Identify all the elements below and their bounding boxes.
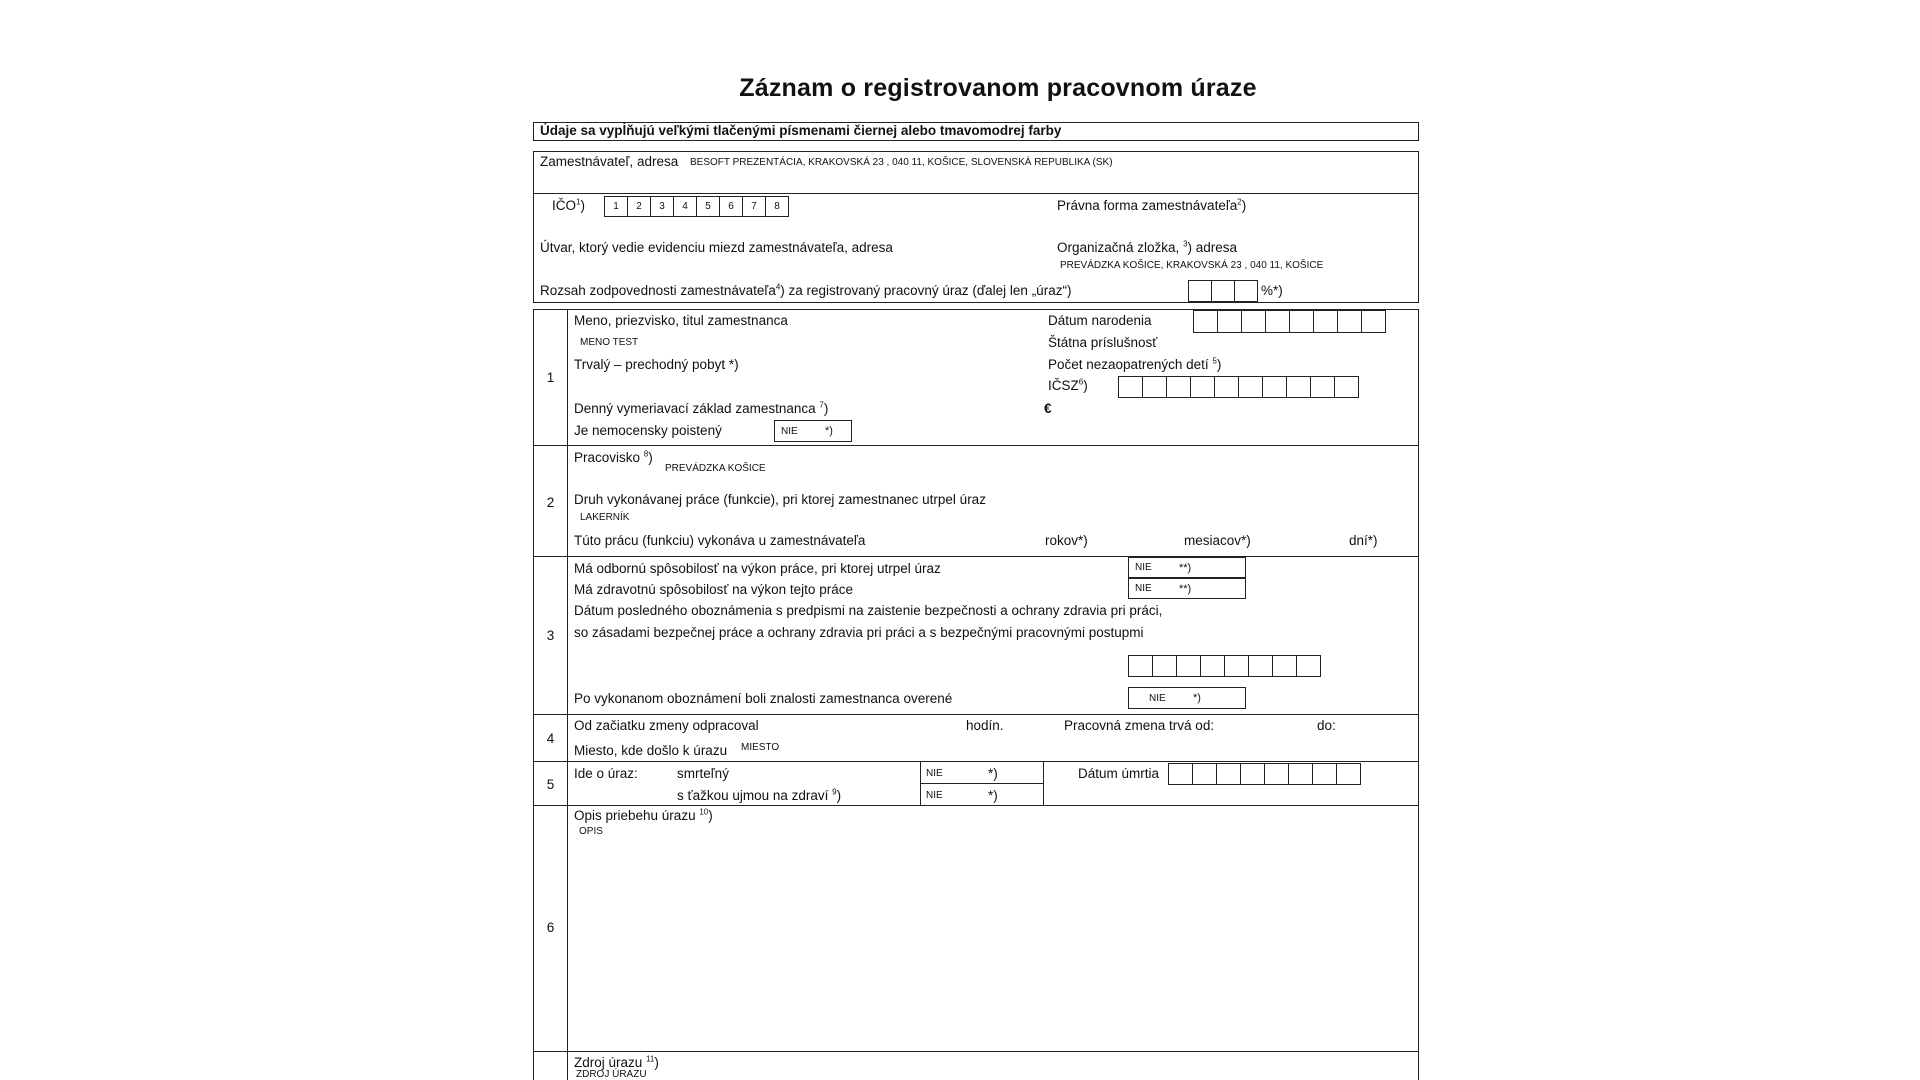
accident-description-label: Opis priebehu úrazu xyxy=(574,808,696,823)
section-number: 1 xyxy=(546,370,555,385)
date-digit-box xyxy=(1168,763,1193,785)
footnote-ref: 5 xyxy=(1212,356,1217,366)
icsz-digit-box xyxy=(1286,376,1311,398)
workplace-value[interactable]: PREVÁDZKA KOŠICE xyxy=(665,463,766,474)
verified-label: Po vykonanom oboznámení boli znalosti zamestnanca overené xyxy=(574,691,953,706)
icsz-digit-box xyxy=(1142,376,1167,398)
workplace-label-wrap: Pracovisko $^8$) xyxy=(574,449,653,465)
qualification-value: NIE xyxy=(1135,562,1152,573)
health-label: Má zdravotnú spôsobilosť na výkon tejto práce xyxy=(574,582,853,597)
accident-description-label-wrap: Opis priebehu úrazu $^{10}$) xyxy=(574,807,713,823)
icsz-digit-box xyxy=(1190,376,1215,398)
severe-injury-value[interactable]: NIE xyxy=(926,790,943,801)
date-digit-box xyxy=(1288,763,1313,785)
children-label-wrap: Počet nezaopatrených detí $^5$) xyxy=(1048,356,1222,372)
insured-field[interactable] xyxy=(774,420,852,442)
currency-symbol: € xyxy=(1044,401,1052,416)
org-label: Organizačná zložka, xyxy=(1057,240,1180,255)
footnote-ref: 6 xyxy=(1078,377,1084,387)
accident-place-value[interactable]: MIESTO xyxy=(741,742,780,753)
icsz-label: IČSZ xyxy=(1048,378,1079,393)
section-divider xyxy=(533,714,1419,715)
accident-source-label: Zdroj úrazu xyxy=(574,1055,643,1070)
health-field[interactable] xyxy=(1128,578,1246,599)
footnote-ref: 10 xyxy=(699,807,709,817)
instruction-text: Údaje sa vypĺňujú veľkými tlačenými písmenami čiernej alebo tmavomodrej farby xyxy=(540,123,1062,138)
date-digit-box xyxy=(1240,763,1265,785)
icsz-digit-box xyxy=(1262,376,1287,398)
date-digit-box xyxy=(1312,763,1337,785)
percent-digit-box xyxy=(1211,280,1235,302)
years-label: rokov*) xyxy=(1045,533,1088,548)
footnote-ref: 4 xyxy=(775,282,781,292)
section-number: 2 xyxy=(546,495,555,510)
date-digit-box xyxy=(1264,763,1289,785)
ico-label: IČO xyxy=(552,198,577,213)
page-title: Záznam o registrovanom pracovnom úraze xyxy=(739,74,1257,102)
insured-label: Je nemocensky poistený xyxy=(574,423,722,438)
daily-base-label: Denný vymeriavací základ zamestnanca xyxy=(574,401,816,416)
date-digit-box xyxy=(1217,310,1242,333)
section-divider xyxy=(533,445,1419,446)
ico-digit: 3 xyxy=(650,196,674,217)
birth-date-boxes[interactable] xyxy=(1193,310,1385,333)
section-divider xyxy=(533,1051,1419,1052)
date-digit-box xyxy=(1176,655,1201,677)
section-number-column-divider xyxy=(567,309,568,1080)
employer-value[interactable]: BESOFT PREZENTÁCIA, KRAKOVSKÁ 23 , 040 11, KOŠICE, SLOVENSKÁ REPUBLIKA (SK) xyxy=(690,157,1113,168)
date-digit-box xyxy=(1313,310,1338,333)
training-label-line1: Dátum posledného oboznámenia s predpismi na zaistenie bezpečnosti a ochrany zdravia pri práci, xyxy=(574,603,1163,618)
legal-form-label: Právna forma zamestnávateľa xyxy=(1057,198,1238,213)
date-digit-box xyxy=(1337,310,1362,333)
severe-injury-label-wrap: s ťažkou ujmou na zdraví $^9$) xyxy=(677,787,842,803)
date-digit-box xyxy=(1193,310,1218,333)
health-mark: **) xyxy=(1179,582,1192,595)
insured-value: NIE xyxy=(781,425,798,437)
ico-digit: 6 xyxy=(719,196,743,217)
employee-name-label: Meno, priezvisko, titul zamestnanca xyxy=(574,313,788,328)
icsz-digit-box xyxy=(1166,376,1191,398)
icsz-digit-box xyxy=(1310,376,1335,398)
months-label: mesiacov*) xyxy=(1184,533,1251,548)
footnote-ref: 7 xyxy=(819,400,824,410)
scope-percent-boxes[interactable] xyxy=(1188,280,1257,302)
ico-label-wrap: IČO$^1$) xyxy=(552,197,585,213)
accident-description-value[interactable]: OPIS xyxy=(579,826,603,837)
injury-type-label: Ide o úraz: xyxy=(574,766,638,781)
ico-digit: 5 xyxy=(696,196,720,217)
footnote-ref: 2 xyxy=(1237,197,1242,207)
residence-label: Trvalý – prechodný pobyt *) xyxy=(574,357,739,372)
ico-digit-boxes[interactable] xyxy=(604,196,788,217)
qualification-mark: **) xyxy=(1179,561,1192,574)
accident-place-label: Miesto, kde došlo k úrazu xyxy=(574,743,728,758)
ico-digit: 4 xyxy=(673,196,697,217)
date-digit-box xyxy=(1296,655,1321,677)
date-digit-box xyxy=(1200,655,1225,677)
icsz-digit-box xyxy=(1214,376,1239,398)
scope-label-wrap: Rozsah zodpovednosti zamestnávateľa$^4$) za registrovaný pracovný úraz (ďalej len „úraz“) xyxy=(540,282,1072,298)
birth-date-label: Dátum narodenia xyxy=(1048,313,1152,328)
qualification-field[interactable] xyxy=(1128,557,1246,578)
severe-injury-mark: *) xyxy=(988,788,998,803)
training-label-line2: so zásadami bezpečnej práce a ochrany zdravia pri práci a s bezpečnými pracovnými postupmi xyxy=(574,625,1144,640)
date-digit-box xyxy=(1289,310,1314,333)
employee-name-value[interactable]: MENO TEST xyxy=(580,337,639,348)
org-value[interactable]: PREVÁDZKA KOŠICE, KRAKOVSKÁ 23 , 040 11, KOŠICE xyxy=(1060,260,1324,271)
date-digit-box xyxy=(1265,310,1290,333)
icsz-label-wrap: IČSZ$^6$) xyxy=(1048,377,1088,393)
ico-digit: 8 xyxy=(765,196,789,217)
section-divider xyxy=(533,761,1419,762)
section-number: 6 xyxy=(546,920,555,935)
fatal-value[interactable]: NIE xyxy=(926,768,943,779)
date-digit-box xyxy=(1336,763,1361,785)
date-digit-box xyxy=(1248,655,1273,677)
scope-unit: %*) xyxy=(1261,283,1283,298)
date-digit-box xyxy=(1128,655,1153,677)
fatal-mark: *) xyxy=(988,766,998,781)
legal-form-label-wrap: Právna forma zamestnávateľa$^2$) xyxy=(1057,197,1247,213)
workplace-label: Pracovisko xyxy=(574,450,641,465)
injury-type-row-divider xyxy=(920,783,1043,784)
injury-type-divider xyxy=(1043,761,1044,805)
death-date-label: Dátum úmrtia xyxy=(1078,766,1160,781)
org-label-after: adresa xyxy=(1195,240,1238,255)
job-value[interactable]: LAKERNÍK xyxy=(580,512,630,523)
date-digit-box xyxy=(1241,310,1266,333)
date-digit-box xyxy=(1361,310,1386,333)
icsz-digit-box xyxy=(1238,376,1263,398)
footnote-ref: 8 xyxy=(643,449,649,459)
verified-field[interactable] xyxy=(1128,687,1246,709)
verified-mark: *) xyxy=(1193,692,1201,704)
ico-digit: 7 xyxy=(742,196,766,217)
employer-label: Zamestnávateľ, adresa xyxy=(540,154,679,169)
hours-label: hodín. xyxy=(966,718,1004,733)
date-digit-box xyxy=(1216,763,1241,785)
percent-digit-box xyxy=(1234,280,1258,302)
fatal-label: smrteľný xyxy=(677,766,729,781)
accident-source-value[interactable]: ZDROJ ÚRAZU xyxy=(576,1069,647,1080)
footnote-ref: 9 xyxy=(832,787,837,797)
qualification-label: Má odbornú spôsobilosť na výkon práce, pri ktorej utrpel úraz xyxy=(574,561,941,576)
daily-base-label-wrap: Denný vymeriavací základ zamestnanca $^7$) xyxy=(574,400,829,416)
health-value: NIE xyxy=(1135,583,1152,594)
section-divider xyxy=(533,805,1419,806)
unit-label: Útvar, ktorý vedie evidenciu miezd zamestnávateľa, adresa xyxy=(540,240,893,255)
children-label: Počet nezaopatrených detí xyxy=(1048,357,1209,372)
date-digit-box xyxy=(1224,655,1249,677)
verified-value: NIE xyxy=(1149,692,1166,704)
header-divider xyxy=(533,193,1419,194)
death-date-boxes[interactable] xyxy=(1168,763,1360,785)
days-label: dní*) xyxy=(1349,533,1378,548)
employer-header-box xyxy=(533,151,1419,303)
section-number: 3 xyxy=(546,628,555,643)
severe-injury-label: s ťažkou ujmou na zdraví xyxy=(677,788,829,803)
section-number: 5 xyxy=(546,777,555,792)
accident-source-label-wrap: Zdroj úrazu $^{11}$) xyxy=(574,1054,659,1070)
shift-start-label: Pracovná zmena trvá od: xyxy=(1064,718,1215,733)
job-duration-label: Túto prácu (funkciu) vykonáva u zamestnávateľa xyxy=(574,533,866,548)
worked-hours-label: Od začiatku zmeny odpracoval xyxy=(574,718,759,733)
icsz-boxes[interactable] xyxy=(1118,376,1358,398)
footnote-ref: 3 xyxy=(1183,239,1188,249)
date-digit-box xyxy=(1272,655,1297,677)
icsz-digit-box xyxy=(1118,376,1143,398)
nationality-label: Štátna príslušnosť xyxy=(1048,335,1158,350)
org-label-wrap: Organizačná zložka, $^3$) adresa xyxy=(1057,239,1238,255)
date-digit-box xyxy=(1152,655,1177,677)
ico-digit: 2 xyxy=(627,196,651,217)
insured-mark: *) xyxy=(825,425,833,437)
footnote-ref: 1 xyxy=(576,197,581,207)
job-label: Druh vykonávanej práce (funkcie), pri ktorej zamestnanec utrpel úraz xyxy=(574,492,986,507)
ico-digit: 1 xyxy=(604,196,628,217)
footnote-ref: 11 xyxy=(646,1054,655,1064)
date-digit-box xyxy=(1192,763,1217,785)
scope-label-after: za registrovaný pracovný úraz (ďalej len „úraz“) xyxy=(788,283,1072,298)
shift-end-label: do: xyxy=(1317,718,1336,733)
section-divider xyxy=(533,556,1419,557)
scope-label: Rozsah zodpovednosti zamestnávateľa xyxy=(540,283,776,298)
icsz-digit-box xyxy=(1334,376,1359,398)
percent-digit-box xyxy=(1188,280,1212,302)
section-number: 4 xyxy=(546,731,555,746)
training-date-boxes[interactable] xyxy=(1128,655,1320,677)
